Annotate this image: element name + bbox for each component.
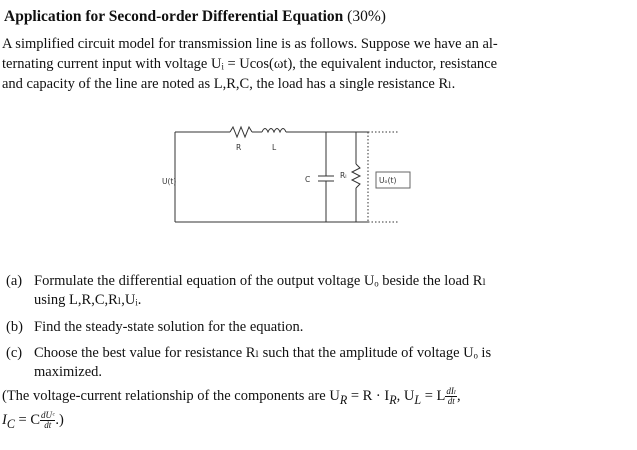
question-c-line-1: Choose the best value for resistance Rₗ such that the amplitude of voltage Uₒ is <box>34 345 492 361</box>
note-eq1: = R · I <box>347 388 390 404</box>
load-resistor-symbol <box>352 164 360 188</box>
intro-line-1: A simplified circuit model for transmission line is as follows. Suppose we have an al- <box>2 36 498 52</box>
output-label: Uₒ(t) <box>379 176 397 185</box>
note-frac1-num: dIₗ <box>446 386 457 397</box>
note-line-2 <box>2 410 461 434</box>
note-tail1: , <box>457 388 461 404</box>
question-a-line-2: using L,R,C,Rₗ,Uᵢ. <box>34 292 142 308</box>
intro-line-2: ternating current input with voltage Uᵢ = Ucos(ωt), the equivalent inductor, resistance <box>2 56 498 72</box>
capacitor-label: C <box>305 175 311 184</box>
note-frac2-den: dt <box>44 420 52 431</box>
note-prefix: (The voltage-current relationship of the components are U <box>2 388 340 404</box>
note-fraction-1 <box>445 387 457 406</box>
input-label: U(t) <box>162 177 177 186</box>
note-ul-sub: L <box>414 392 422 407</box>
note-mid: , U <box>396 388 415 404</box>
question-a-label: (a) <box>6 273 23 289</box>
inductor-label: L <box>272 143 277 152</box>
note-tail2: .) <box>55 411 64 428</box>
note-ic: I <box>2 411 7 428</box>
resistor-label: R <box>236 143 242 152</box>
question-c-line-2: maximized. <box>34 364 103 380</box>
resistor-symbol <box>230 127 252 137</box>
question-b-label: (b) <box>6 319 23 335</box>
note-frac1-den: dt <box>447 396 455 407</box>
note-ic-sub: C <box>6 416 15 431</box>
note-line-1 <box>2 386 461 410</box>
circuit-diagram <box>150 118 420 230</box>
intro-line-3: and capacity of the line are noted as L,R,C, the load has a single resistance Rₗ. <box>2 76 456 92</box>
note-frac2-num: dUᶜ <box>41 410 55 421</box>
question-b <box>6 318 602 337</box>
note-eq2: = L <box>421 388 446 404</box>
relationship-note <box>2 386 461 434</box>
load-label: Rₗ <box>340 171 347 180</box>
problem-heading: Application for Second-order Differential Equation <box>4 8 344 25</box>
question-c-label: (c) <box>6 345 23 361</box>
note-fraction-2 <box>40 411 55 430</box>
question-b-line-1: Find the steady-state solution for the equation. <box>34 319 304 335</box>
question-c <box>6 344 602 382</box>
note-eq3: = C <box>14 411 41 428</box>
problem-title <box>4 8 386 26</box>
question-a-line-1: Formulate the differential equation of the output voltage Uₒ beside the load Rₗ <box>34 273 486 289</box>
note-ur-sub: R <box>339 392 348 407</box>
problem-weight: (30%) <box>347 8 386 25</box>
inductor-symbol <box>262 129 286 133</box>
question-a <box>6 272 602 310</box>
note-ir-sub: R <box>389 392 397 407</box>
problem-intro <box>2 34 600 94</box>
